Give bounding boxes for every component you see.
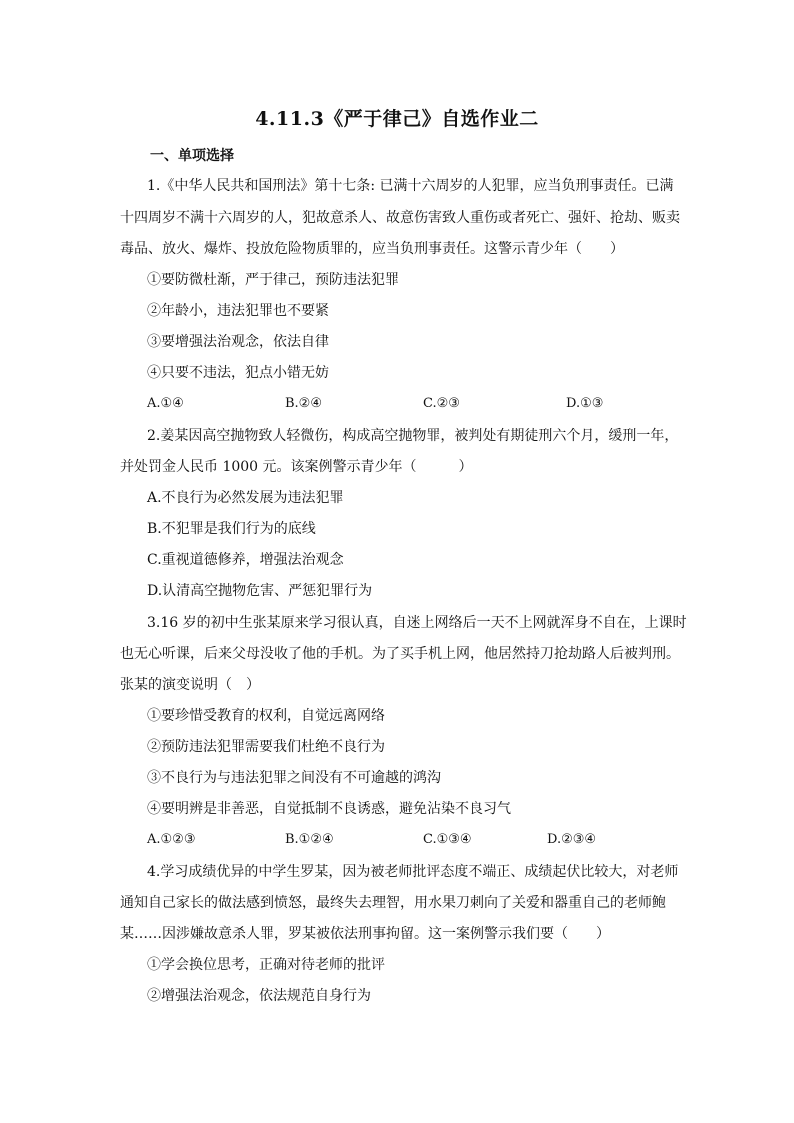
question-3-item-2: ②预防违法犯罪需要我们杜绝不良行为 xyxy=(147,739,385,755)
question-3-line-2: 也无心听课，后来父母没收了他的手机。为了买手机上网，他居然持刀抢劫路人后被判刑。 xyxy=(120,646,680,662)
question-3-line-3: 张某的演变说明（ ） xyxy=(120,677,260,693)
question-2-item-a: A.不良行为必然发展为违法犯罪 xyxy=(147,490,344,506)
question-3-options xyxy=(147,832,667,850)
question-1-item-3: ③要增强法治观念，依法自律 xyxy=(147,334,329,350)
question-1-item-1: ①要防微杜渐，严于律己，预防违法犯罪 xyxy=(147,272,399,288)
option-b: B.②④ xyxy=(285,396,322,411)
question-4-line-3: 某……因涉嫌故意杀人罪，罗某被依法刑事拘留。这一案例警示我们要（ ） xyxy=(120,926,610,942)
option-b: B.①②④ xyxy=(285,832,334,847)
question-2-item-d: D.认清高空抛物危害、严惩犯罪行为 xyxy=(147,583,373,599)
option-c: C.②③ xyxy=(423,396,460,411)
question-2-line-1: 2.姜某因高空抛物致人轻微伤，构成高空抛物罪，被判处有期徒刑六个月，缓刑一年， xyxy=(147,428,679,444)
question-2-item-c: C.重视道德修养，增强法治观念 xyxy=(147,552,344,568)
question-4-item-1: ①学会换位思考，正确对待老师的批评 xyxy=(147,957,385,973)
question-3-item-1: ①要珍惜受教育的权利，自觉远离网络 xyxy=(147,708,385,724)
question-1-options xyxy=(147,396,667,414)
question-1-line-2: 十四周岁不满十六周岁的人，犯故意杀人、故意伤害致人重伤或者死亡、强奸、抢劫、贩卖 xyxy=(120,210,680,226)
question-3-item-3: ③不良行为与违法犯罪之间没有不可逾越的鸿沟 xyxy=(147,770,441,786)
option-a: A.①④ xyxy=(147,396,184,411)
option-d: D.②③④ xyxy=(547,832,597,847)
question-3-line-1: 3.16 岁的初中生张某原来学习很认真，自迷上网络后一天不上网就浑身不自在，上课时 xyxy=(147,615,687,631)
question-1-line-3: 毒品、放火、爆炸、投放危险物质罪的，应当负刑事责任。这警示青少年（ ） xyxy=(120,241,624,257)
question-2-line-2: 并处罚金人民币 1000 元。该案例警示青少年（ ） xyxy=(120,459,473,475)
question-1-item-4: ④只要不违法，犯点小错无妨 xyxy=(147,365,329,381)
section-heading: 一、单项选择 xyxy=(150,148,234,164)
option-c: C.①③④ xyxy=(423,832,472,847)
question-1-item-2: ②年龄小，违法犯罪也不要紧 xyxy=(147,303,329,319)
question-4-item-2: ②增强法治观念，依法规范自身行为 xyxy=(147,988,371,1004)
question-1-line-1: 1.《中华人民共和国刑法》第十七条: 已满十六周岁的人犯罪，应当负刑事责任。已满 xyxy=(147,178,674,194)
question-3-item-4: ④要明辨是非善恶，自觉抵制不良诱惑，避免沾染不良习气 xyxy=(147,801,511,817)
question-4-line-1: 4.学习成绩优异的中学生罗某，因为被老师批评态度不端正、成绩起伏比较大，对老师 xyxy=(147,864,679,880)
question-4-line-2: 通知自己家长的做法感到愤怒，最终失去理智，用水果刀刺向了关爱和器重自己的老师鲍 xyxy=(120,895,666,911)
document-title: 4.11.3《严于律己》自选作业二 xyxy=(255,108,539,130)
question-2-item-b: B.不犯罪是我们行为的底线 xyxy=(147,521,316,537)
option-a: A.①②③ xyxy=(147,832,196,847)
option-d: D.①③ xyxy=(566,396,604,411)
